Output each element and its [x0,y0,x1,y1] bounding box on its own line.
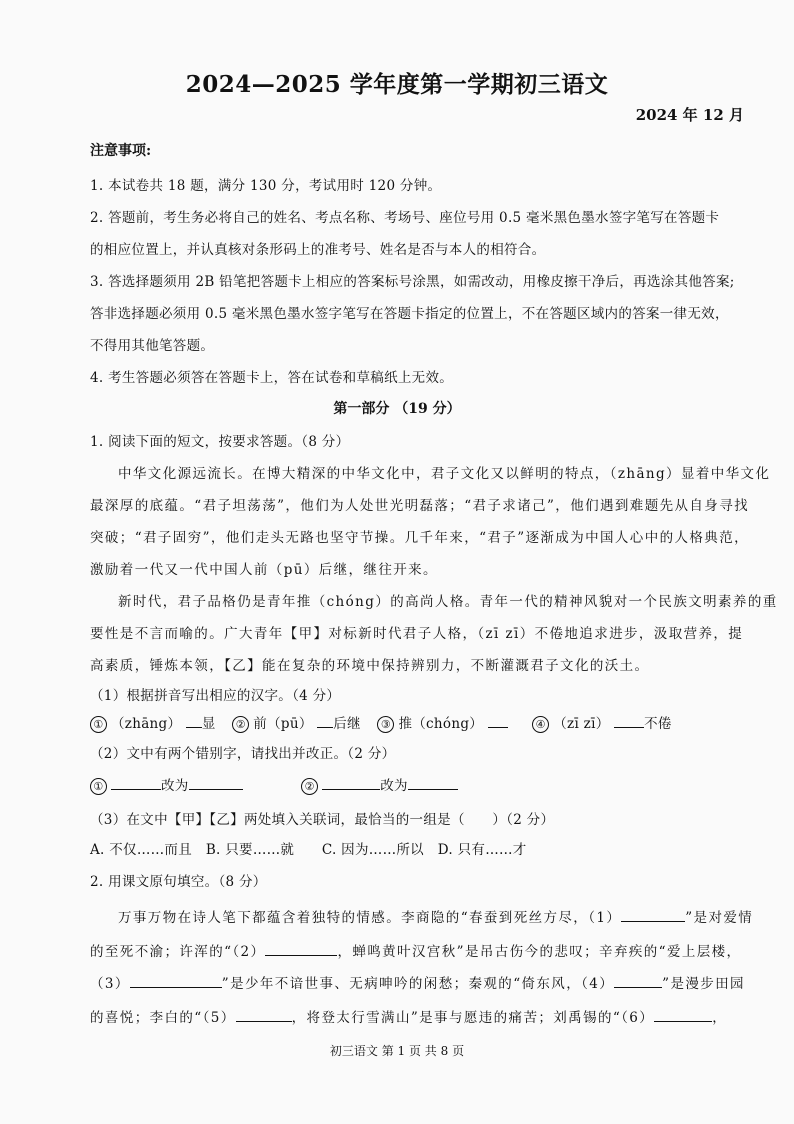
answer-blank[interactable] [654,1009,712,1022]
note-3-line-1: 3. 答选择题须用 2B 铅笔把答题卡上相应的答案标号涂黑，如需改动，用橡皮擦干净后，再选涂其他答案; [90,274,735,290]
answer-blank[interactable] [130,975,222,988]
answer-blank[interactable] [488,715,508,728]
answer-blank[interactable] [111,777,161,790]
notes-heading: 注意事项: [90,143,152,159]
q1-sub3: （3）在文中【甲】【乙】两处填入关联词，最恰当的一组是（ ）（2 分） [90,812,555,828]
answer-blank[interactable] [317,715,333,728]
circled-number: ④ [532,716,549,733]
exam-title: 2024—2025 学年度第一学期初三语文 [185,71,609,98]
q2-line: 的至死不渝；许浑的“（2） ，蝉鸣黄叶汉宫秋”是吊古伤今的悲叹；辛弃疾的“爱上层楼， [90,944,742,960]
q2-line: 万事万物在诗人笔下都蕴含着独特的情感。李商隐的“春蚕到死丝方尽，（1） ”是对爱情 [118,910,754,926]
exam-date: 2024 年 12 月 [635,106,744,124]
answer-blank[interactable] [621,909,685,922]
q1-passage-line: 新时代，君子品格仍是青年推（chóng）的高尚人格。青年一代的精神风貌对一个民族文明素养的重 [118,594,778,610]
q1-passage-line: 中华文化源远流长。在博大精深的中华文化中，君子文化又以鲜明的特点，（zhāng）显着中华文化 [118,466,771,482]
note-3-line-3: 不得用其他笔答题。 [90,338,215,354]
answer-blank[interactable] [408,777,458,790]
q1-passage-line: 最深厚的底蕴。“君子坦荡荡”，他们为人处世光明磊落；“君子求诸己”，他们遇到难题先从自身寻找 [90,498,750,514]
answer-item: ② 前（pū） 后继 [232,716,365,732]
q1-passage-line: 高素质，锤炼本领，【乙】能在复杂的环境中保持辨别力，不断灌溉君子文化的沃土。 [90,658,650,674]
q1-sub1-answers [90,712,672,733]
q1-passage-line: 激励着一代又一代中国人前（pū）后继，继往开来。 [90,562,438,578]
answer-blank[interactable] [265,943,337,956]
page-footer: 初三语文 第 1 页 共 8 页 [329,1044,465,1058]
answer-item: ② 改为 [301,778,458,794]
answer-item: ③ 推（chóng） [377,716,512,732]
circled-number: ① [90,778,107,795]
answer-blank[interactable] [189,777,243,790]
note-3-line-2: 答非选择题必须用 0.5 毫米黑色墨水签字笔写在答题卡指定的位置上，不在答题区域内的答案一律无效， [90,306,729,322]
note-4: 4. 考生答题必须答在答题卡上，答在试卷和草稿纸上无效。 [90,370,454,386]
circled-number: ② [301,778,318,795]
q2-stem: 2. 用课文原句填空。（8 分） [90,874,267,890]
answer-blank[interactable] [236,1009,292,1022]
q1-passage-line: 突破；“君子固穷”，他们走头无路也坚守节操。几千年来，“君子”逐渐成为中国人心中的人格典范， [90,530,750,546]
circled-number: ① [90,716,107,733]
answer-item: ① 改为 [90,778,247,794]
answer-blank[interactable] [322,777,380,790]
q1-stem: 1. 阅读下面的短文，按要求答题。（8 分） [90,434,350,450]
note-2-line-2: 的相应位置上，并认真核对条形码上的准考号、姓名是否与本人的相符合。 [90,242,546,258]
q1-sub1: （1）根据拼音写出相应的汉字。（4 分） [90,688,341,704]
circled-number: ② [232,716,249,733]
answer-blank[interactable] [186,715,202,728]
answer-item: ① （zhāng） 显 [90,716,220,732]
q2-line: 的喜悦；李白的“（5） ，将登太行雪满山”是事与愿违的痛苦；刘禹锡的“（6） ， [90,1010,728,1026]
answer-item: ④ （zī zī） 不倦 [532,716,671,732]
q1-sub2-answers [90,774,458,795]
answer-blank[interactable] [614,975,662,988]
q2-line: （3） ”是少年不谙世事、无病呻吟的闲愁；秦观的“倚东风，（4） ”是漫步田园 [90,976,745,992]
note-1: 1. 本试卷共 18 题，满分 130 分，考试用时 120 分钟。 [90,178,442,194]
note-2-line-1: 2. 答题前，考生务必将自己的姓名、考点名称、考场号、座位号用 0.5 毫米黑色墨水签字笔写在答题卡 [90,210,720,226]
circled-number: ③ [377,716,394,733]
answer-blank[interactable] [614,715,644,728]
q1-sub2: （2）文中有两个错别字，请找出并改正。（2 分） [90,746,396,762]
q1-options: A. 不仅……而且 B. 只要……就 C. 因为……所以 D. 只有……才 [90,842,527,858]
section-1-heading: 第一部分 （19 分） [333,401,461,417]
q1-passage-line: 要性是不言而喻的。广大青年【甲】对标新时代君子人格，（zī zī）不倦地追求进步，汲取营养，提 [90,626,744,642]
